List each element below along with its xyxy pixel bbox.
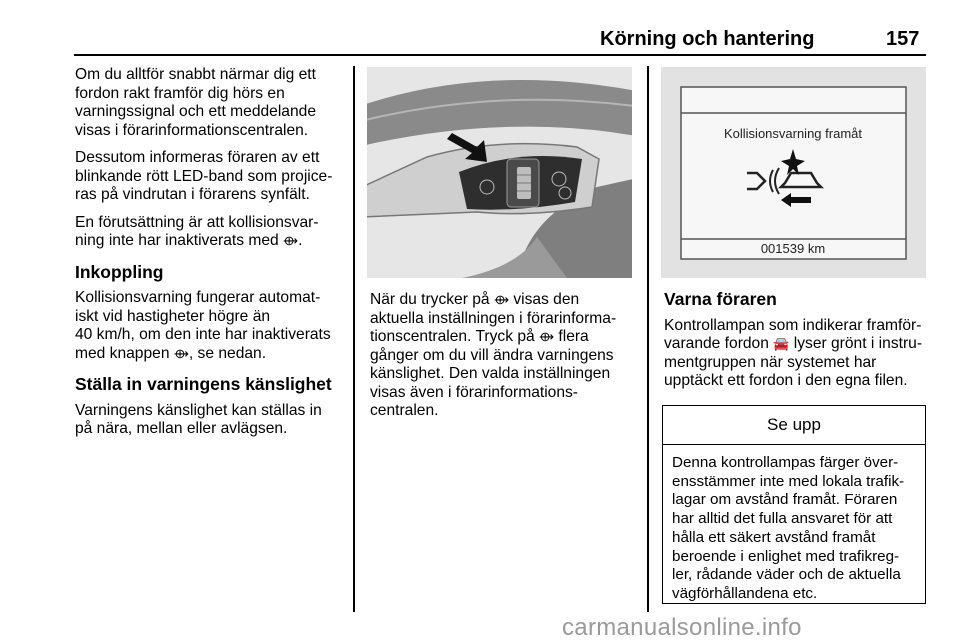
text-run: lyser grönt i instru- mentgruppen när systemet har upptäckt ett fordon i den egna filen. — [664, 335, 923, 389]
text-run: . — [298, 232, 303, 249]
text-run: När du trycker på — [370, 291, 494, 308]
gap-button-icon: ⟴ — [283, 233, 299, 248]
odometer-reading: 001539 km — [760, 241, 826, 256]
paragraph: Om du alltför snabbt närmar dig ett fordon rakt framför dig hörs en varningssignal och ett meddelande visas i förarinformationscentralen. — [75, 66, 316, 139]
paragraph — [75, 214, 343, 251]
paragraph — [370, 291, 632, 421]
text-run: En förutsättning är att kollisionsvar- ning inte har inaktiverats med — [75, 213, 319, 249]
paragraph: Dessutom informeras föraren av ett blinkande rött LED-band som projice- ras på vindrutan i förarens synfält. — [75, 149, 333, 203]
header-divider — [74, 54, 926, 56]
text-run: visas den aktuella inställningen i förarinforma- tionscentralen. Tryck på — [370, 291, 617, 345]
text-run: , se nedan. — [188, 344, 267, 362]
display-title: Kollisionsvarning framåt — [723, 126, 863, 141]
text-run: Kontrollampan som indikerar framför- varande fordon — [664, 316, 922, 352]
column-right — [664, 290, 926, 400]
caution-box — [662, 405, 926, 604]
driver-info-display-illustration — [661, 67, 926, 278]
steering-wheel-illustration — [367, 67, 632, 278]
page-number: 157 — [886, 28, 920, 50]
paragraph — [75, 289, 343, 363]
heading-sensitivity: Ställa in varningens känslighet — [75, 374, 332, 394]
gap-button-icon: ⟴ — [493, 292, 509, 307]
paragraph — [664, 317, 926, 391]
gap-button-icon: ⟴ — [173, 345, 189, 361]
vehicle-ahead-icon: 🚘 — [773, 336, 790, 351]
watermark: carmanualsonline.info — [562, 614, 802, 641]
text-run: flera gånger om du vill ändra varningens känslighet. Den valda inställningen visas även i förarinformations- centralen. — [370, 328, 614, 419]
column-left — [75, 66, 343, 448]
section-title: Körning och hantering — [600, 28, 815, 50]
caution-title: Se upp — [663, 406, 925, 445]
text-run: Kollisionsvarning fungerar automat- iskt vid hastigheter högre än 40 km/h, om den inte har inaktiverats med knappen — [75, 289, 331, 362]
caution-body: Denna kontrollampas färger över- ensstämmer inte med lokala trafik- lagar om avstånd framåt. Föraren har alltid det fulla ansvaret för att hålla ett säkert avstånd framåt beroende i enlighet med trafikreg- ler, rådande väder och de aktuella vägförhållandena etc. — [672, 454, 905, 602]
heading-warn-driver: Varna föraren — [664, 289, 777, 309]
gap-button-icon: ⟴ — [539, 329, 555, 344]
column-middle — [370, 291, 632, 430]
column-divider-2 — [647, 66, 649, 612]
heading-inkoppling: Inkoppling — [75, 261, 164, 282]
paragraph: Varningens känslighet kan ställas in på nära, mellan eller avlägsen. — [75, 401, 322, 437]
column-divider-1 — [353, 66, 355, 612]
